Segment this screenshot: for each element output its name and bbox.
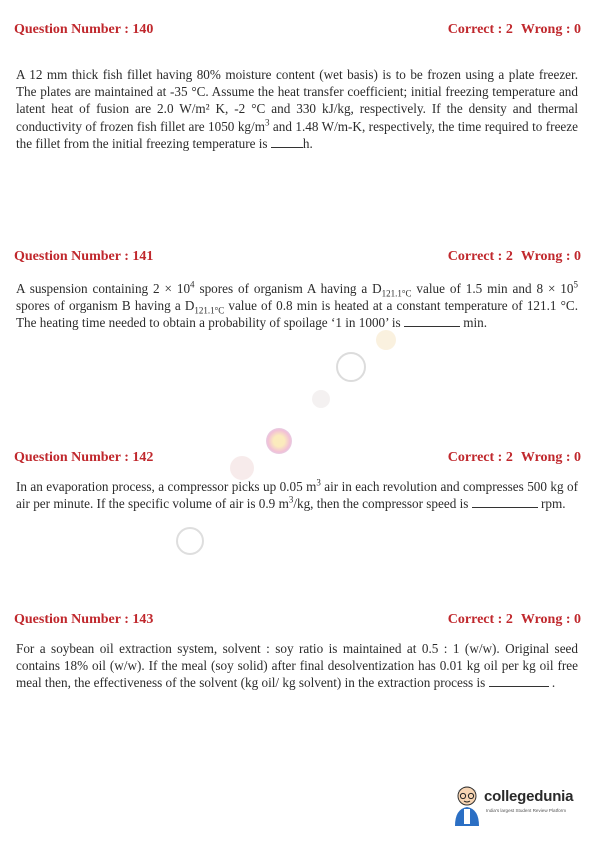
- answer-blank: [472, 496, 538, 508]
- correct-count: Correct : 2: [447, 612, 513, 627]
- question-text-143: For a soybean oil extraction system, solvent : soy ratio is maintained at 0.5 : 1 (w/w). Original seed contains 18% oil (w/w). If the meal (soy solid) after final desolventization has 0.01 kg oil per kg oil free meal then, the effectiveness of the solvent (kg oil/ kg solvent) in the extraction process is .: [16, 641, 578, 691]
- question-header-141: [14, 249, 581, 267]
- question-number: Question Number : 143: [14, 612, 154, 627]
- question-score: [440, 22, 581, 38]
- logo-brand: collegedunia: [484, 788, 574, 805]
- watermark-seal-icon: [176, 527, 204, 555]
- question-header-140: [14, 22, 581, 40]
- question-text-142: In an evaporation process, a compressor picks up 0.05 $m^3$ air in each revolution and compresses 500 kg of air per minute. If the specific volume of air is 0.9 $m^3/kg$, then the compressor speed is rpm.: [16, 477, 578, 512]
- correct-count: Correct : 2: [447, 22, 513, 37]
- logo-tagline: India's largest Student Review Platform: [486, 808, 567, 813]
- wrong-count: Wrong : 0: [520, 22, 581, 37]
- question-number: Question Number : 140: [14, 22, 154, 37]
- answer-blank: [271, 136, 303, 148]
- question-header-143: [14, 612, 581, 630]
- watermark-seal-icon: [336, 352, 366, 382]
- collegedunia-logo: [449, 780, 579, 830]
- student-mascot-icon: [449, 782, 485, 828]
- watermark-dot-icon: [312, 390, 330, 408]
- answer-blank: [489, 675, 549, 687]
- question-score: [440, 249, 581, 265]
- watermark-circle-icon: [376, 330, 396, 350]
- wrong-count: Wrong : 0: [520, 249, 581, 264]
- question-number: Question Number : 142: [14, 450, 154, 465]
- question-score: [440, 450, 581, 466]
- wrong-count: Wrong : 0: [520, 612, 581, 627]
- question-text-140: A 12 mm thick fish fillet having 80% moisture content (wet basis) is to be frozen using a plate freezer. The plates are maintained at -35 °C. Assume the heat transfer coefficient; initial freezing temperature and latent heat of fusion are 2.0 W/m² K, -2 °C and 330 kJ/kg, respectively. If the density and thermal conductivity of frozen fish fillet are 1050 $kg/m^3$ and 1.48 W/m-K, respectively, the time required to freeze the fillet from the initial freezing temperature is h.: [16, 67, 578, 151]
- correct-count: Correct : 2: [447, 249, 513, 264]
- question-score: [440, 612, 581, 628]
- wrong-count: Wrong : 0: [520, 450, 581, 465]
- question-number: Question Number : 141: [14, 249, 154, 264]
- question-text-141: A suspension containing $2 \times 10^4$ spores of organism A having a $D_{121.1^\circ C}$ value of 1.5 min and $8 \times 10^5$ spores of organism B having a $D_{121.1^\circ C}$ value of 0.8 min is heated at a constant temperature of 121.1 °C. The heating time needed to obtain a probability of spoilage ‘1 in 1000’ is min.: [16, 279, 578, 331]
- answer-blank: [404, 315, 460, 327]
- question-header-142: [14, 450, 581, 468]
- correct-count: Correct : 2: [447, 450, 513, 465]
